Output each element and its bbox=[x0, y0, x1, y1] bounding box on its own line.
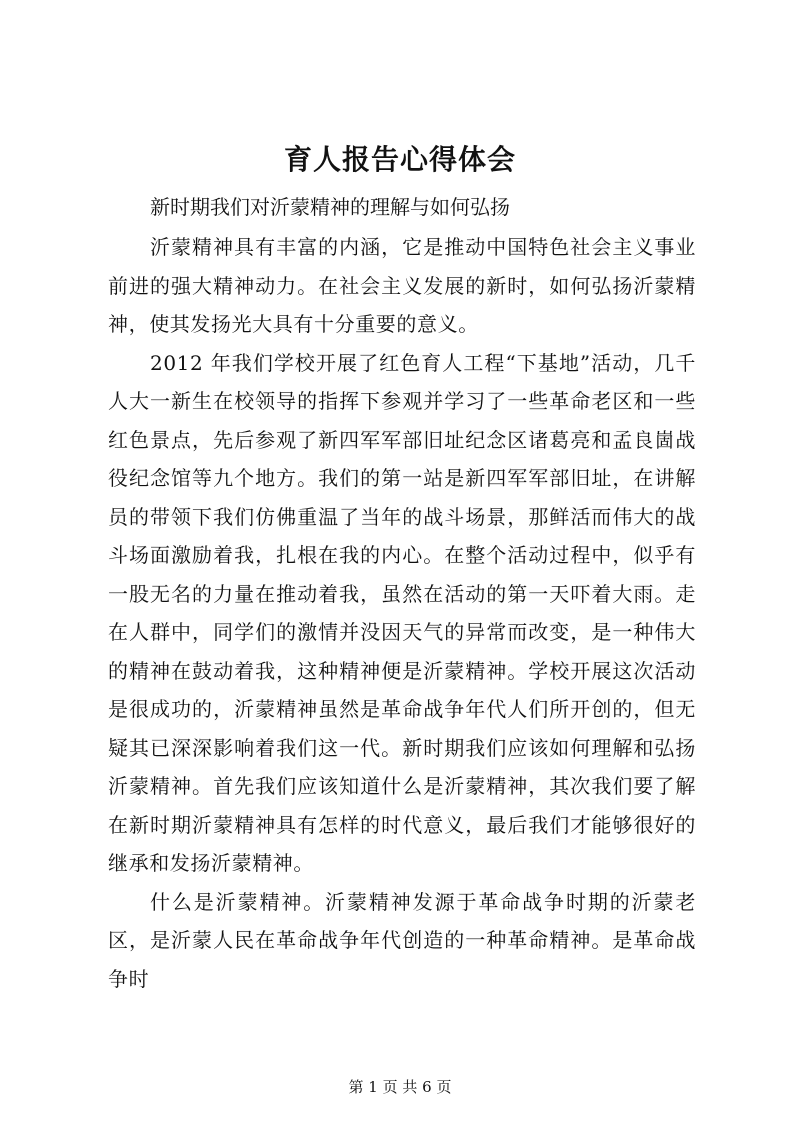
document-subtitle: 新时期我们对沂蒙精神的理解与如何弘扬 bbox=[150, 195, 510, 219]
page-title: 育人报告心得体会 bbox=[283, 143, 516, 176]
page-footer: 第 1 页 共 6 页 bbox=[348, 1078, 452, 1096]
document-body bbox=[108, 188, 696, 998]
paragraph: 沂蒙精神具有丰富的内涵，它是推动中国特色社会主义事业前进的强大精神动力。在社会主义发展的新时，如何弘扬沂蒙精神，使其发扬光大具有十分重要的意义。 bbox=[108, 235, 696, 336]
paragraph: 什么是沂蒙精神。沂蒙精神发源于革命战争时期的沂蒙老区，是沂蒙人民在革命战争年代创造的一种革命精神。是革命战争时 bbox=[108, 889, 696, 991]
paragraph: 2012 年我们学校开展了红色育人工程“下基地”活动，几千人大一新生在校领导的指挥下参观并学习了一些革命老区和一些红色景点，先后参观了新四军军部旧址纪念区诸葛亮和孟良崮战役纪念馆等九个地方。我们的第一站是新四军军部旧址，在讲解员的带领下我们仿佛重温了当年的战斗场景，那鲜活而伟大的战斗场面激励着我，扎根在我的内心。在整个活动过程中，似乎有一股无名的力量在推动着我，虽然在活动的第一天吓着大雨。走在人群中，同学们的激情并没因天气的异常而改变，是一种伟大的精神在鼓动着我，这种精神便是沂蒙精神。学校开展这次活动是很成功的，沂蒙精神虽然是革命战争年代人们所开创的，但无疑其已深深影响着我们这一代。新时期我们应该如何理解和弘扬沂蒙精神。首先我们应该知道什么是沂蒙精神，其次我们要了解在新时期沂蒙精神具有怎样的时代意义，最后我们才能够很好的继承和发扬沂蒙精神。 bbox=[108, 350, 696, 875]
